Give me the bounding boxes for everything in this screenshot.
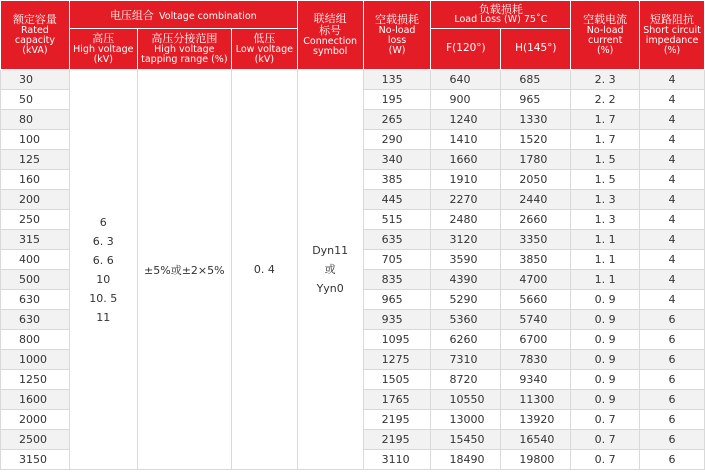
no-load-loss-cell: 385 (363, 170, 431, 190)
load-loss-f-cell: 900 (431, 90, 501, 110)
impedance-cell: 6 (640, 310, 705, 330)
load-loss-h-cell: 5660 (501, 290, 571, 310)
impedance-cell: 4 (640, 210, 705, 230)
load-loss-f-cell: 3120 (431, 230, 501, 250)
impedance-cell: 4 (640, 110, 705, 130)
connection-symbol-cell (297, 70, 363, 470)
no-load-current-cell: 2. 3 (571, 70, 640, 90)
no-load-loss-cell: 340 (363, 150, 431, 170)
load-loss-f-cell: 4390 (431, 270, 501, 290)
capacity-cell: 630 (1, 290, 70, 310)
load-loss-f-cell: 3590 (431, 250, 501, 270)
no-load-current-cell: 0. 9 (571, 310, 640, 330)
header-no-load-current: 空载电流 No-load current (%) (571, 1, 640, 70)
capacity-cell: 500 (1, 270, 70, 290)
high-voltage-value: 10. 5 (89, 291, 118, 305)
impedance-cell: 4 (640, 190, 705, 210)
header-voltage-combination: 电压组合 Voltage combination (69, 1, 297, 29)
load-loss-h-cell: 7830 (501, 350, 571, 370)
capacity-cell: 200 (1, 190, 70, 210)
load-loss-h-cell: 11300 (501, 390, 571, 410)
impedance-cell: 4 (640, 70, 705, 90)
high-voltage-value: 6. 3 (92, 234, 114, 248)
capacity-cell: 1250 (1, 370, 70, 390)
load-loss-f-cell: 1910 (431, 170, 501, 190)
load-loss-h-cell: 2050 (501, 170, 571, 190)
low-voltage-cell: 0. 4 (231, 70, 297, 470)
no-load-loss-cell: 135 (363, 70, 431, 90)
load-loss-f-cell: 1240 (431, 110, 501, 130)
capacity-cell: 3150 (1, 450, 70, 470)
no-load-loss-cell: 835 (363, 270, 431, 290)
header-load-loss-h: H(145°) (501, 29, 571, 70)
no-load-loss-cell: 965 (363, 290, 431, 310)
no-load-current-cell: 0. 7 (571, 450, 640, 470)
load-loss-h-cell: 1780 (501, 150, 571, 170)
no-load-loss-cell: 2195 (363, 430, 431, 450)
capacity-cell: 50 (1, 90, 70, 110)
load-loss-h-cell: 4700 (501, 270, 571, 290)
load-loss-h-cell: 6700 (501, 330, 571, 350)
capacity-cell: 800 (1, 330, 70, 350)
load-loss-f-cell: 15450 (431, 430, 501, 450)
load-loss-h-cell: 2660 (501, 210, 571, 230)
impedance-cell: 6 (640, 370, 705, 390)
load-loss-h-cell: 3350 (501, 230, 571, 250)
no-load-loss-cell: 3110 (363, 450, 431, 470)
no-load-loss-cell: 265 (363, 110, 431, 130)
high-voltage-value: 6. 6 (92, 253, 114, 267)
load-loss-h-cell: 2440 (501, 190, 571, 210)
load-loss-f-cell: 5290 (431, 290, 501, 310)
no-load-loss-cell: 635 (363, 230, 431, 250)
capacity-cell: 100 (1, 130, 70, 150)
no-load-current-cell: 0. 7 (571, 430, 640, 450)
no-load-current-cell: 0. 9 (571, 290, 640, 310)
impedance-cell: 4 (640, 130, 705, 150)
capacity-cell: 125 (1, 150, 70, 170)
no-load-current-cell: 1. 5 (571, 150, 640, 170)
impedance-cell: 4 (640, 150, 705, 170)
header-no-load-loss: 空载损耗 No-load loss (W) (363, 1, 431, 70)
no-load-current-cell: 0. 9 (571, 390, 640, 410)
load-loss-f-cell: 640 (431, 70, 501, 90)
load-loss-f-cell: 1410 (431, 130, 501, 150)
load-loss-f-cell: 7310 (431, 350, 501, 370)
header-connection-symbol: 联结组 标号 Connection symbol (297, 1, 363, 70)
load-loss-h-cell: 1520 (501, 130, 571, 150)
load-loss-f-cell: 2480 (431, 210, 501, 230)
impedance-cell: 4 (640, 270, 705, 290)
load-loss-h-cell: 5740 (501, 310, 571, 330)
capacity-cell: 1000 (1, 350, 70, 370)
connection-value: Dyn11 (312, 244, 349, 257)
header-high-voltage: 高压 High voltage (kV) (69, 29, 137, 70)
no-load-loss-cell: 445 (363, 190, 431, 210)
load-loss-f-cell: 18490 (431, 450, 501, 470)
capacity-cell: 315 (1, 230, 70, 250)
high-voltage-cell (69, 70, 137, 470)
no-load-loss-cell: 195 (363, 90, 431, 110)
capacity-cell: 30 (1, 70, 70, 90)
high-voltage-value: 11 (96, 310, 111, 324)
no-load-loss-cell: 1765 (363, 390, 431, 410)
no-load-current-cell: 0. 9 (571, 330, 640, 350)
capacity-cell: 2000 (1, 410, 70, 430)
load-loss-f-cell: 1660 (431, 150, 501, 170)
no-load-current-cell: 1. 1 (571, 270, 640, 290)
high-voltage-value: 10 (96, 272, 111, 286)
capacity-cell: 630 (1, 310, 70, 330)
no-load-loss-cell: 705 (363, 250, 431, 270)
connection-value: 或 (324, 263, 336, 276)
load-loss-f-cell: 10550 (431, 390, 501, 410)
no-load-loss-cell: 2195 (363, 410, 431, 430)
load-loss-h-cell: 3850 (501, 250, 571, 270)
connection-value: Yyn0 (316, 282, 344, 295)
load-loss-h-cell: 685 (501, 70, 571, 90)
no-load-loss-cell: 1505 (363, 370, 431, 390)
no-load-current-cell: 0. 9 (571, 350, 640, 370)
no-load-current-cell: 1. 3 (571, 210, 640, 230)
no-load-current-cell: 1. 3 (571, 190, 640, 210)
table-row (1, 70, 705, 90)
impedance-cell: 6 (640, 430, 705, 450)
capacity-cell: 80 (1, 110, 70, 130)
impedance-cell: 4 (640, 230, 705, 250)
impedance-cell: 4 (640, 170, 705, 190)
capacity-cell: 2500 (1, 430, 70, 450)
no-load-current-cell: 1. 7 (571, 110, 640, 130)
no-load-current-cell: 2. 2 (571, 90, 640, 110)
load-loss-h-cell: 9340 (501, 370, 571, 390)
impedance-cell: 6 (640, 350, 705, 370)
capacity-cell: 250 (1, 210, 70, 230)
load-loss-h-cell: 13920 (501, 410, 571, 430)
no-load-loss-cell: 515 (363, 210, 431, 230)
header-rated-capacity: 额定容量 Rated capacity (kVA) (1, 1, 70, 70)
load-loss-h-cell: 19800 (501, 450, 571, 470)
load-loss-f-cell: 5360 (431, 310, 501, 330)
load-loss-h-cell: 965 (501, 90, 571, 110)
no-load-loss-cell: 935 (363, 310, 431, 330)
impedance-cell: 4 (640, 290, 705, 310)
header-load-loss: 负载损耗 Load Loss (W) 75˚C (431, 1, 571, 29)
impedance-cell: 4 (640, 250, 705, 270)
no-load-current-cell: 1. 1 (571, 250, 640, 270)
header-load-loss-f: F(120°) (431, 29, 501, 70)
high-voltage-value: 6 (99, 215, 107, 229)
impedance-cell: 6 (640, 390, 705, 410)
header-short-circuit-impedance: 短路阻抗 Short circuit impedance (%) (640, 1, 705, 70)
no-load-loss-cell: 1275 (363, 350, 431, 370)
no-load-current-cell: 1. 1 (571, 230, 640, 250)
no-load-current-cell: 1. 5 (571, 170, 640, 190)
capacity-cell: 400 (1, 250, 70, 270)
impedance-cell: 6 (640, 450, 705, 470)
impedance-cell: 4 (640, 90, 705, 110)
no-load-current-cell: 0. 7 (571, 410, 640, 430)
impedance-cell: 6 (640, 410, 705, 430)
load-loss-h-cell: 16540 (501, 430, 571, 450)
header-tapping-range: 高压分接范围 High voltage tapping range (%) (137, 29, 231, 70)
load-loss-f-cell: 8720 (431, 370, 501, 390)
capacity-cell: 160 (1, 170, 70, 190)
load-loss-f-cell: 6260 (431, 330, 501, 350)
no-load-current-cell: 1. 7 (571, 130, 640, 150)
impedance-cell: 6 (640, 330, 705, 350)
load-loss-h-cell: 1330 (501, 110, 571, 130)
load-loss-f-cell: 2270 (431, 190, 501, 210)
header-low-voltage: 低压 Low voltage (kV) (231, 29, 297, 70)
tapping-range-cell: ±5%或±2×5% (137, 70, 231, 470)
no-load-loss-cell: 290 (363, 130, 431, 150)
no-load-current-cell: 0. 9 (571, 370, 640, 390)
no-load-loss-cell: 1095 (363, 330, 431, 350)
capacity-cell: 1600 (1, 390, 70, 410)
load-loss-f-cell: 13000 (431, 410, 501, 430)
